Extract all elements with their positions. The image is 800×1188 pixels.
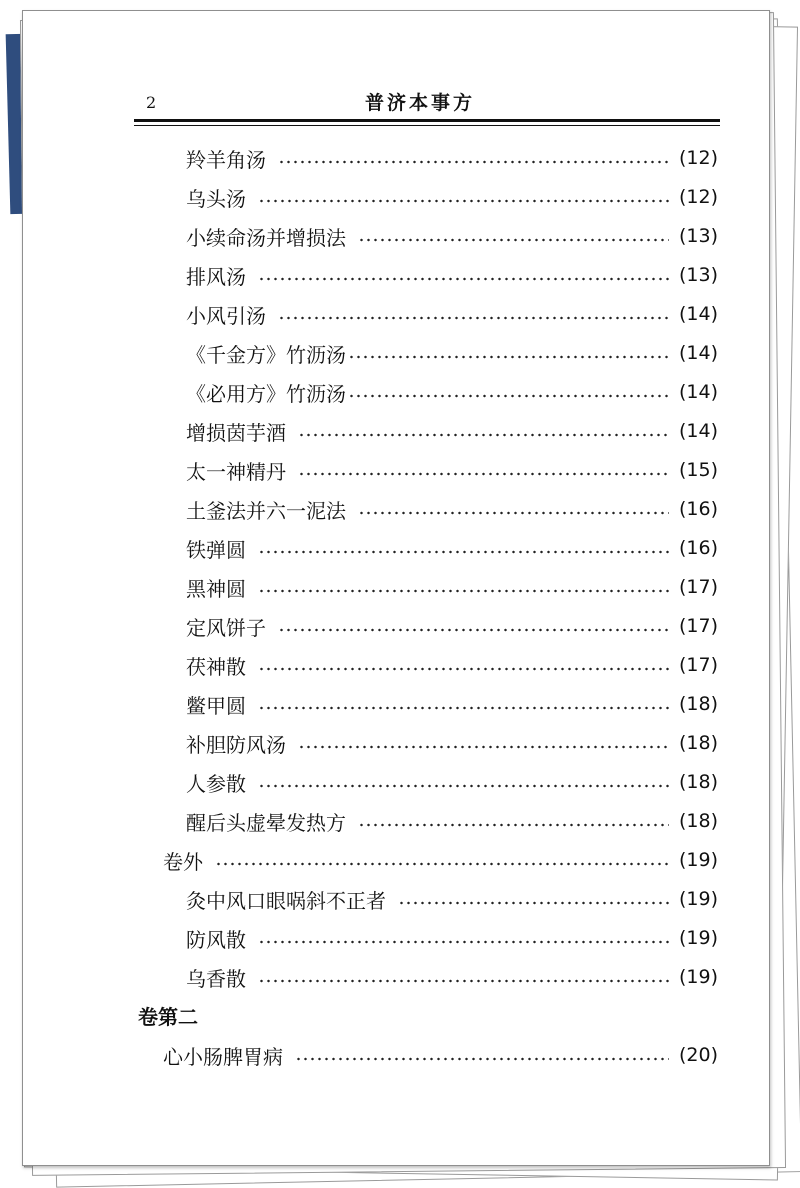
toc-entry-page: (16): [678, 498, 718, 520]
toc-entry-title: 太一神精丹: [186, 459, 286, 484]
toc-entry: [186, 962, 718, 992]
toc-entry-title: 补胆防风汤: [186, 732, 286, 757]
toc-entry: [186, 494, 718, 524]
toc-entry: [186, 455, 718, 485]
toc-section-entry: [163, 845, 718, 875]
dot-leader: [278, 628, 669, 632]
dot-leader: [278, 160, 669, 164]
toc-entry-page: (13): [678, 225, 718, 247]
toc-entry-page: (17): [678, 654, 718, 676]
dot-leader: [358, 823, 669, 827]
page-number: 2: [146, 93, 157, 112]
toc-entry-title: 鳖甲圆: [186, 693, 246, 718]
dot-leader: [348, 355, 669, 359]
toc-entry-page: (14): [678, 303, 718, 325]
toc-entry-page: (18): [678, 810, 718, 832]
toc-section-title: 心小肠脾胃病: [163, 1044, 283, 1069]
toc-entry-page: (19): [678, 888, 718, 910]
toc-entry-page: (14): [678, 420, 718, 442]
toc-entry-title: 乌香散: [186, 966, 246, 991]
dot-leader: [298, 745, 669, 749]
dot-leader: [398, 901, 669, 905]
chapter-heading: 卷第二: [138, 1004, 198, 1029]
dot-leader: [258, 706, 669, 710]
dot-leader: [258, 199, 669, 203]
toc-entry-page: (14): [678, 342, 718, 364]
dot-leader: [348, 394, 669, 398]
toc-entry: [186, 182, 718, 212]
toc-entry: [186, 572, 718, 602]
toc-entry: [186, 923, 718, 953]
toc-entry-page: (14): [678, 381, 718, 403]
toc-entry: [186, 689, 718, 719]
toc-entry-page: (18): [678, 771, 718, 793]
toc-entry-page: (15): [678, 459, 718, 481]
toc-entry-page: (12): [678, 147, 718, 169]
toc-section-title: 卷外: [163, 849, 203, 874]
toc-entry-page: (18): [678, 693, 718, 715]
toc-entry: [186, 299, 718, 329]
dot-leader: [258, 940, 669, 944]
running-header-title: 普济本事方: [364, 92, 475, 114]
dot-leader: [258, 277, 669, 281]
toc-entry-title: 定风饼子: [186, 615, 266, 640]
toc-section-page: (20): [678, 1044, 718, 1066]
toc-entry: [186, 806, 718, 836]
toc-entry-title: 铁弹圆: [186, 537, 246, 562]
dot-leader: [358, 238, 669, 242]
dot-leader: [258, 784, 669, 788]
toc-entry-title: 乌头汤: [186, 186, 246, 211]
toc-entry-title: 羚羊角汤: [186, 147, 266, 172]
dot-leader: [358, 511, 669, 515]
dot-leader: [215, 862, 669, 866]
toc-entry-title: 醒后头虚晕发热方: [186, 810, 346, 835]
toc-entry: [186, 650, 718, 680]
header-rule: [134, 119, 720, 122]
toc-entry-title: 《千金方》竹沥汤: [186, 342, 346, 367]
toc-entry-title: 小风引汤: [186, 303, 266, 328]
toc-entry-page: (16): [678, 537, 718, 559]
toc-entry-page: (18): [678, 732, 718, 754]
toc-entry-title: 灸中风口眼㖞斜不正者: [186, 888, 386, 913]
toc-entry: [186, 377, 718, 407]
dot-leader: [258, 667, 669, 671]
toc-entry: [186, 143, 718, 173]
toc-entry-page: (17): [678, 576, 718, 598]
toc-entry-title: 人参散: [186, 771, 246, 796]
toc-entry-title: 黑神圆: [186, 576, 246, 601]
toc-entry: [186, 416, 718, 446]
toc-entry-title: 防风散: [186, 927, 246, 952]
toc-entry-title: 增损茵芋酒: [186, 420, 286, 445]
toc-entry-page: (19): [678, 927, 718, 949]
toc-entry: [186, 338, 718, 368]
toc-entry-title: 《必用方》竹沥汤: [186, 381, 346, 406]
dot-leader: [298, 472, 669, 476]
toc-entry-title: 排风汤: [186, 264, 246, 289]
toc-entry-page: (19): [678, 966, 718, 988]
toc-entry-title: 小续命汤并增损法: [186, 225, 346, 250]
header-rule: [134, 125, 720, 126]
toc-entry: [186, 767, 718, 797]
dot-leader: [258, 550, 669, 554]
toc-entry: [186, 728, 718, 758]
toc-section-page: (19): [678, 849, 718, 871]
toc-entry: [186, 533, 718, 563]
toc-entry: [186, 260, 718, 290]
toc-section-entry: [163, 1040, 718, 1070]
toc-entry: [186, 611, 718, 641]
dot-leader: [258, 979, 669, 983]
toc-entry-title: 土釜法并六一泥法: [186, 498, 346, 523]
toc-entry: [186, 884, 718, 914]
toc-entry-page: (17): [678, 615, 718, 637]
toc-entry-page: (12): [678, 186, 718, 208]
toc-entry-title: 茯神散: [186, 654, 246, 679]
dot-leader: [258, 589, 669, 593]
toc-entry: [186, 221, 718, 251]
dot-leader: [295, 1057, 669, 1061]
toc-entry-page: (13): [678, 264, 718, 286]
dot-leader: [278, 316, 669, 320]
dot-leader: [298, 433, 669, 437]
